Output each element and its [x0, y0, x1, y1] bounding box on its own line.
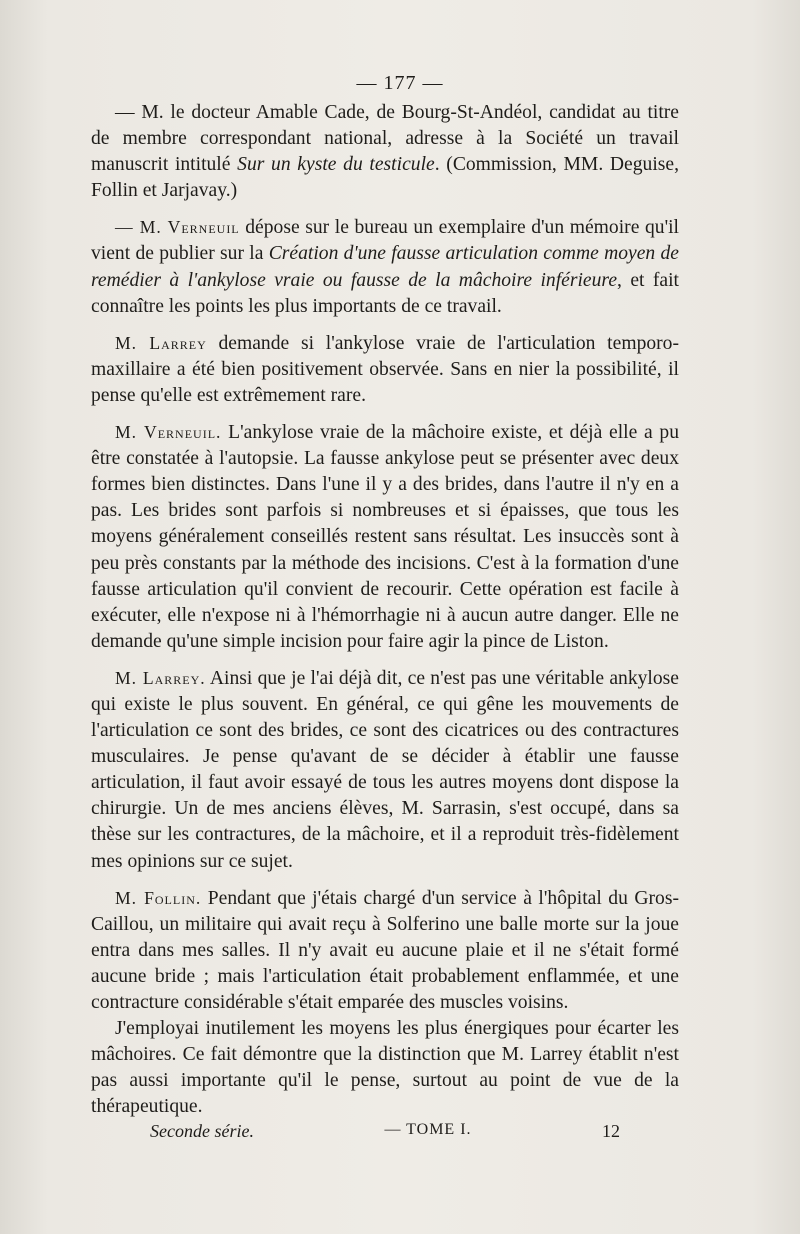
paragraph-text: Pendant que j'étais chargé d'un service à l'hôpital du Gros-Caillou, un militaire qui avait reçu à Solferino une balle morte sur la joue entra dans mes salles. Il n'y avait eu aucune plaie et il ne s'était formé aucune bride ; mais l'articulation était probablement enflammée, et une contracture considérable s'était emparée des muscles voisins. — [91, 887, 680, 1013]
page-number: — 177 — — [356, 72, 444, 94]
footer-tome: — TOME I. — [384, 1121, 472, 1138]
paragraph — [91, 1016, 679, 1120]
paragraph-text: dépose sur le bureau un exemplaire d'un mémoire qu'il vient de publier sur la — [91, 217, 679, 265]
paragraph-text: demande si l'ankylose vraie de l'articulation temporo-maxillaire a été bien positivement observée. Sans en nier la possibilité, il pense qu'elle est extrêmement rare. — [91, 332, 680, 406]
paragraph — [91, 419, 679, 655]
speaker-name: M. Larrey — [115, 332, 207, 353]
body-text — [91, 100, 679, 1120]
paragraph-text: . (Commission, MM. Deguise, Follin et Jarjavay.) — [91, 154, 679, 202]
footer-signature: 12 — [601, 1121, 620, 1141]
paragraph — [91, 885, 679, 1016]
speaker-name: M. Larrey. — [115, 667, 206, 688]
paragraph — [91, 330, 679, 409]
footer-series: Seconde série. — [150, 1121, 254, 1141]
paragraph — [91, 665, 679, 875]
speaker-name: — M. Verneuil — [115, 217, 240, 238]
paragraph-text: — M. le docteur Amable Cade, de Bourg-St-Andéol, candidat au titre de membre correspondant national, adresse à la Société un travail manuscrit intitulé — [91, 102, 679, 176]
paragraph-text: L'ankylose vraie de la mâchoire existe, et déjà elle a pu être constatée à l'autopsie. La fausse ankylose peut se présenter avec deux formes bien distinctes. Dans l'une il y a des brides, dans l'autre il n'y en a pas. Les brides sont parfois si nombreuses et si épaisses, que tous les moyens généralement conseillés restent sans résultat. Les insuccès sont à peu près constants par la méthode des incisions. C'est à la formation d'une fausse articulation qu'il convient de recourir. Cette opération est facile à exécuter, elle n'expose ni à l'hémorrhagie ni à aucun autre danger. Elle ne demande qu'une simple incision pour faire agir la pince de Liston. — [91, 422, 679, 652]
paragraph — [91, 100, 679, 204]
italic-title: Création d'une fausse articulation comme moyen de remédier à l'ankylose vraie ou fausse de la mâchoire inférieure — [91, 243, 679, 291]
paragraph-text: Ainsi que je l'ai déjà dit, ce n'est pas une véritable ankylose qui existe le plus souvent. En général, ce qui gêne les mouvements de l'articulation ce sont des brides, ce sont des cicatrices ou des contractures musculaires. Je pense qu'avant de se décider à établir une fausse articulation, il faut avoir essayé de tous les autres moyens dont dispose la chirurgie. Un de mes anciens élèves, M. Sarrasin, s'est occupé, dans sa thèse sur les contractures, de la mâchoire, et il a reproduit très-fidèlement mes opinions sur ce sujet. — [91, 667, 679, 872]
paragraph-text: J'employai inutilement les moyens les plus énergiques pour écarter les mâchoires. Ce fait démontre que la distinction que M. Larrey établit n'est pas aussi importante qu'il le pense, surtout au point de vue de la thérapeutique. — [91, 1018, 679, 1118]
page-footer — [150, 1121, 620, 1142]
paragraph-text: , et fait connaître les points les plus importants de ce travail. — [91, 269, 679, 317]
italic-title: Sur un kyste du testicule — [237, 154, 435, 176]
speaker-name: M. Verneuil. — [115, 422, 222, 443]
paragraph — [91, 214, 679, 319]
speaker-name: M. Follin. — [115, 887, 202, 908]
